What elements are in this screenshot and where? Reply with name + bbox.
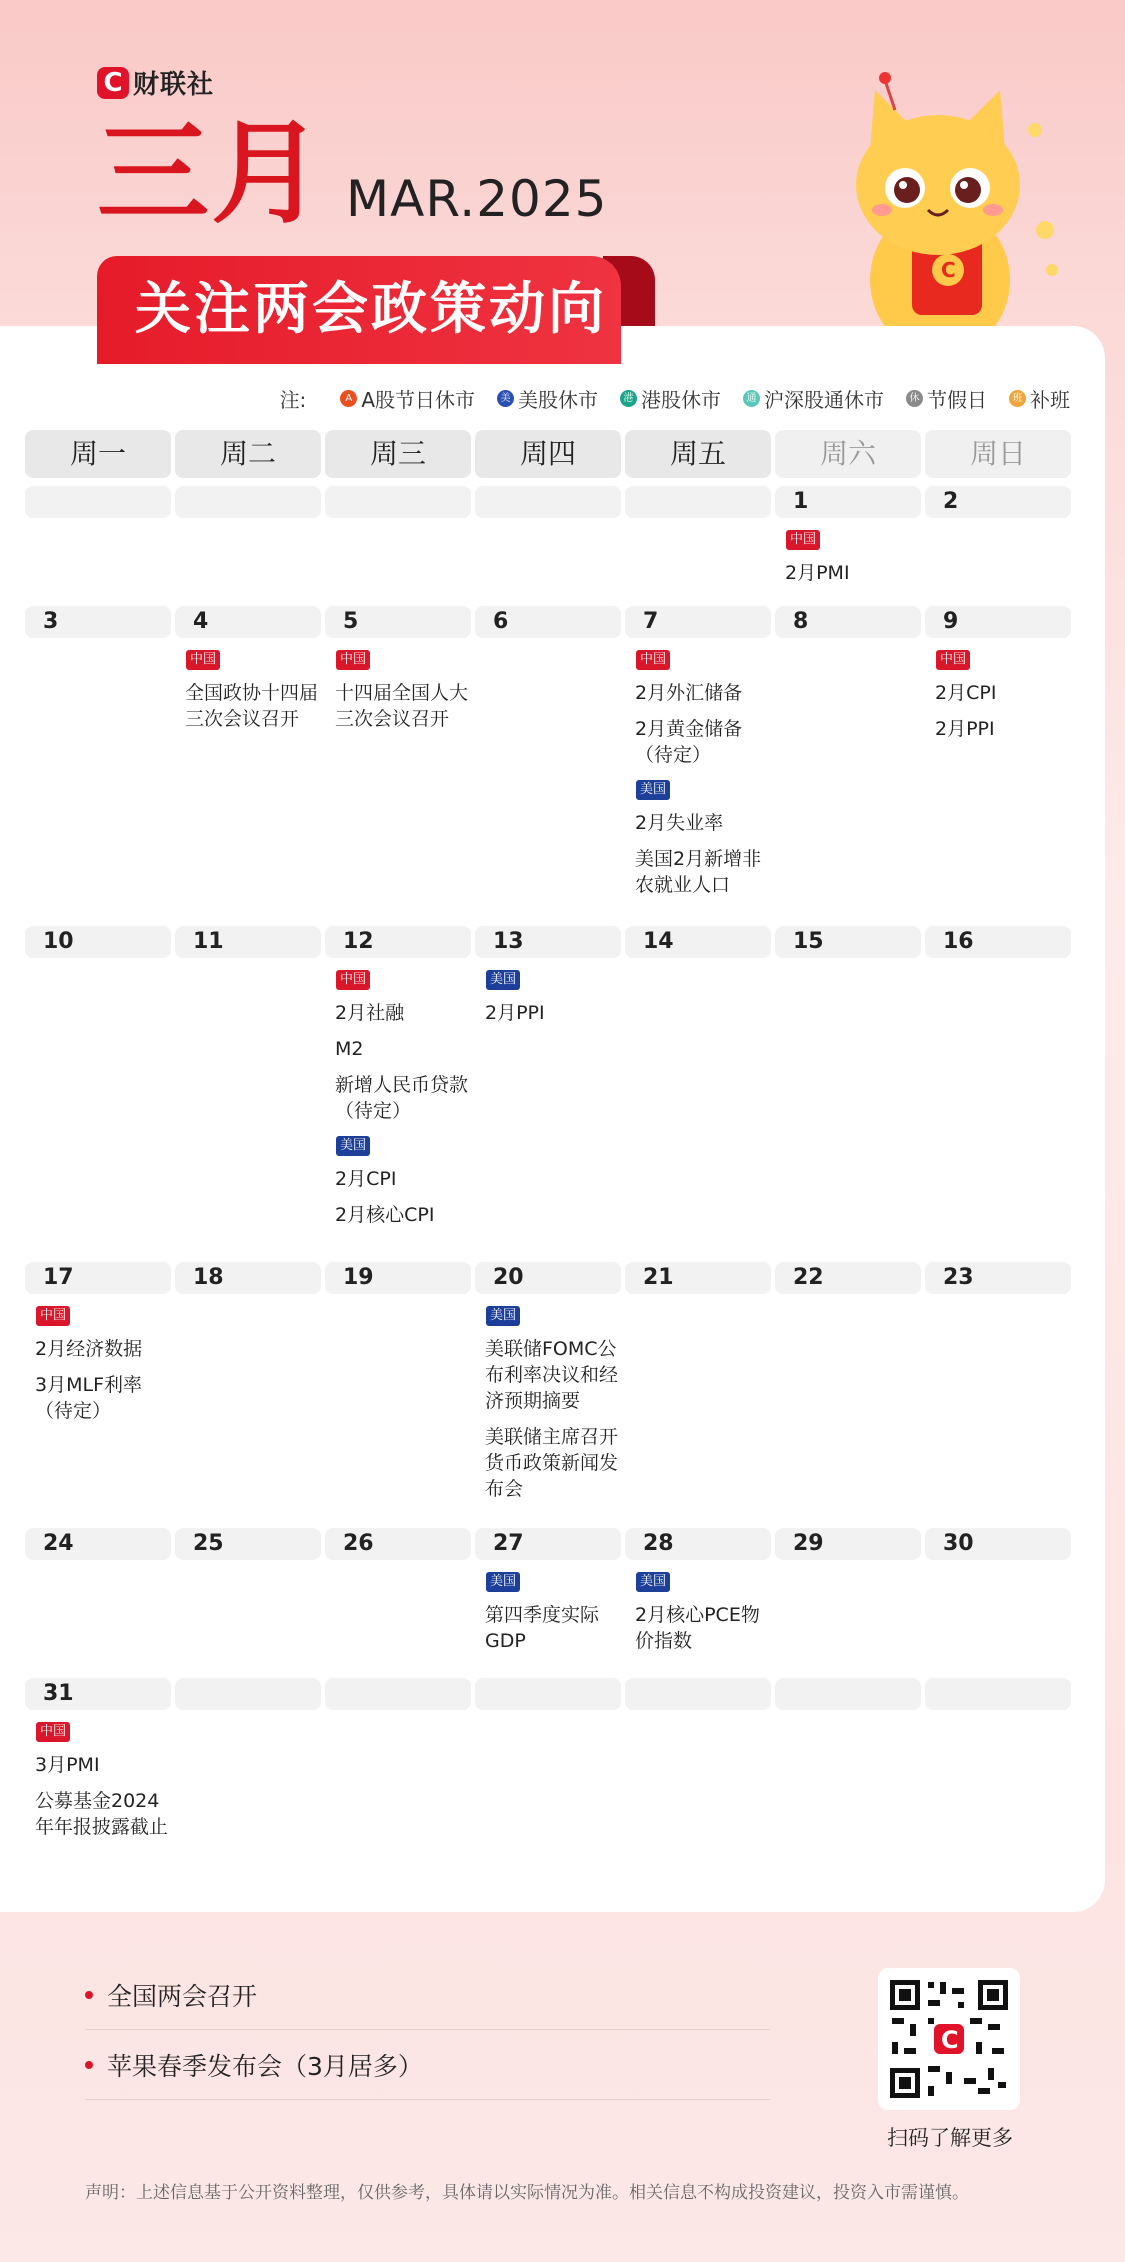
day-number: 28 xyxy=(625,1528,771,1560)
day-number xyxy=(325,486,471,518)
day-number: 21 xyxy=(625,1262,771,1294)
day-number: 5 xyxy=(325,606,471,638)
qr-code-icon xyxy=(888,1978,1010,2100)
event-item: 美国2月新增非农就业人口 xyxy=(635,848,762,896)
day-number: 2 xyxy=(925,486,1071,518)
day-number: 23 xyxy=(925,1262,1071,1294)
highlights-list xyxy=(85,1960,770,2100)
day-events xyxy=(475,958,621,1026)
calendar-day xyxy=(475,1262,621,1512)
day-events xyxy=(475,1294,621,1502)
calendar-day xyxy=(925,486,1071,596)
calendar-week xyxy=(25,1678,1071,1850)
weekday-mon: 周一 xyxy=(25,430,171,478)
day-number: 10 xyxy=(25,926,171,958)
weekday-sat: 周六 xyxy=(775,430,921,478)
region-tag-china: 中国 xyxy=(636,650,670,670)
day-number: 9 xyxy=(925,606,1071,638)
calendar-week xyxy=(25,1528,1071,1664)
event-item: 全国政协十四届三次会议召开 xyxy=(185,682,319,730)
day-events xyxy=(25,1294,171,1424)
day-number: 14 xyxy=(625,926,771,958)
event-item: 3月PMI xyxy=(35,1754,100,1776)
event-item: 十四届全国人大三次会议召开 xyxy=(335,682,469,730)
highlight-item xyxy=(85,2030,770,2100)
event-item: 3月MLF利率（待定） xyxy=(35,1374,142,1422)
region-tag-china: 中国 xyxy=(936,650,970,670)
day-number xyxy=(175,486,321,518)
day-events xyxy=(25,1710,171,1840)
region-tag-china: 中国 xyxy=(786,530,820,550)
region-tag-china: 中国 xyxy=(336,970,370,990)
calendar-day xyxy=(325,926,471,1238)
legend-label: 补班 xyxy=(1030,388,1070,412)
day-number: 8 xyxy=(775,606,921,638)
qr-caption: 扫码了解更多 xyxy=(887,2126,1013,2150)
calendar-day xyxy=(25,486,171,596)
logo-text: 财联社 xyxy=(133,70,215,100)
event-item: 公募基金2024年年报披露截止 xyxy=(35,1790,169,1838)
legend-item-holiday xyxy=(906,384,987,413)
region-tag-us: 美国 xyxy=(336,1136,370,1156)
day-number xyxy=(775,1678,921,1710)
legend-label: 港股休市 xyxy=(641,388,721,412)
calendar-day xyxy=(775,486,921,596)
region-tag-china: 中国 xyxy=(186,650,220,670)
weekday-sun: 周日 xyxy=(925,430,1071,478)
day-number xyxy=(475,1678,621,1710)
event-item: 2月核心CPI xyxy=(335,1204,435,1226)
connect-closed-icon: 通 xyxy=(743,390,760,407)
event-item: 新增人民币贷款（待定） xyxy=(335,1074,469,1122)
calendar-day xyxy=(175,606,321,908)
day-number: 27 xyxy=(475,1528,621,1560)
calendar-day xyxy=(25,606,171,908)
calendar-day xyxy=(325,1262,471,1512)
day-number xyxy=(925,1678,1071,1710)
day-number: 24 xyxy=(25,1528,171,1560)
day-number: 11 xyxy=(175,926,321,958)
day-number: 19 xyxy=(325,1262,471,1294)
calendar-day xyxy=(325,1678,471,1850)
day-events xyxy=(175,638,321,732)
legend-label: 美股休市 xyxy=(518,388,598,412)
month-english: MAR.2025 xyxy=(346,170,608,228)
calendar-day xyxy=(925,926,1071,1238)
day-number: 30 xyxy=(925,1528,1071,1560)
highlight-item xyxy=(85,1960,770,2030)
day-number: 13 xyxy=(475,926,621,958)
event-item: M2 xyxy=(335,1038,364,1060)
event-item: 2月PPI xyxy=(485,1002,545,1024)
month-title: 三月 xyxy=(97,108,325,239)
mascot-cat-icon xyxy=(820,70,1070,370)
day-number: 17 xyxy=(25,1262,171,1294)
event-item: 2月CPI xyxy=(935,682,997,704)
weekday-tue: 周二 xyxy=(175,430,321,478)
legend-item-connect xyxy=(743,384,884,413)
event-item: 2月外汇储备 xyxy=(635,682,743,704)
day-events xyxy=(475,1560,621,1654)
day-number: 31 xyxy=(25,1678,171,1710)
legend-label: 节假日 xyxy=(927,388,987,412)
bullet-dot-icon xyxy=(85,2061,93,2069)
calendar-week xyxy=(25,1262,1071,1512)
brand-logo xyxy=(97,64,214,101)
day-number xyxy=(475,486,621,518)
day-number: 1 xyxy=(775,486,921,518)
event-item: 2月PPI xyxy=(935,718,995,740)
region-tag-china: 中国 xyxy=(336,650,370,670)
region-tag-china: 中国 xyxy=(36,1722,70,1742)
calendar-day xyxy=(925,606,1071,908)
day-events xyxy=(775,518,921,586)
calendar-day xyxy=(25,1262,171,1512)
calendar-day xyxy=(475,486,621,596)
disclaimer: 声明：上述信息基于公开资料整理，仅供参考，具体请以实际情况为准。相关信息不构成投资建议，投资入市需谨慎。 xyxy=(85,2183,969,2203)
calendar-day xyxy=(475,1528,621,1664)
calendar-day xyxy=(175,486,321,596)
calendar-day xyxy=(175,1262,321,1512)
logo-mark: C xyxy=(97,67,129,99)
us-closed-icon: 美 xyxy=(497,390,514,407)
day-number: 20 xyxy=(475,1262,621,1294)
weekday-thu: 周四 xyxy=(475,430,621,478)
calendar-day xyxy=(25,1678,171,1850)
day-number: 29 xyxy=(775,1528,921,1560)
makeup-workday-icon: 班 xyxy=(1009,390,1026,407)
legend-label: A股节日休市 xyxy=(361,388,475,412)
legend xyxy=(280,384,1070,413)
day-number xyxy=(325,1678,471,1710)
day-number xyxy=(175,1678,321,1710)
calendar-day xyxy=(775,1262,921,1512)
calendar-day xyxy=(325,1528,471,1664)
weekday-fri: 周五 xyxy=(625,430,771,478)
region-tag-us: 美国 xyxy=(486,1572,520,1592)
day-number xyxy=(625,1678,771,1710)
event-item: 2月CPI xyxy=(335,1168,397,1190)
day-number: 22 xyxy=(775,1262,921,1294)
day-events xyxy=(325,958,471,1228)
day-events xyxy=(325,638,471,732)
hk-closed-icon: 港 xyxy=(620,390,637,407)
legend-label: 沪深股通休市 xyxy=(764,388,884,412)
calendar-day xyxy=(625,1678,771,1850)
event-item: 美联储主席召开货币政策新闻发布会 xyxy=(485,1426,619,1500)
calendar-day xyxy=(25,926,171,1238)
day-events xyxy=(925,638,1071,742)
svg-text:C: C xyxy=(941,258,956,282)
day-number: 16 xyxy=(925,926,1071,958)
calendar-week xyxy=(25,926,1071,1238)
event-item: 2月核心PCE物价指数 xyxy=(635,1604,760,1652)
calendar-day xyxy=(625,926,771,1238)
calendar-day xyxy=(625,1262,771,1512)
region-tag-us: 美国 xyxy=(486,1306,520,1326)
day-number: 18 xyxy=(175,1262,321,1294)
day-number: 25 xyxy=(175,1528,321,1560)
highlight-text: 苹果春季发布会（3月居多） xyxy=(107,2051,423,2081)
event-item: 2月经济数据 xyxy=(35,1338,143,1360)
calendar-day xyxy=(175,926,321,1238)
calendar-day xyxy=(775,606,921,908)
day-number xyxy=(625,486,771,518)
day-number: 12 xyxy=(325,926,471,958)
calendar-day xyxy=(925,1528,1071,1664)
event-item: 美联储FOMC公布利率决议和经济预期摘要 xyxy=(485,1338,619,1412)
holiday-icon: 休 xyxy=(906,390,923,407)
day-number: 7 xyxy=(625,606,771,638)
calendar-day xyxy=(325,606,471,908)
event-item: 第四季度实际GDP xyxy=(485,1604,600,1652)
calendar-day xyxy=(475,606,621,908)
region-tag-us: 美国 xyxy=(636,780,670,800)
weekday-header xyxy=(25,430,1071,478)
event-item: 2月PMI xyxy=(785,562,850,584)
calendar-day xyxy=(775,1678,921,1850)
bullet-dot-icon xyxy=(85,1991,93,1999)
region-tag-us: 美国 xyxy=(636,1572,670,1592)
calendar-day xyxy=(475,1678,621,1850)
calendar-day xyxy=(475,926,621,1238)
day-number: 6 xyxy=(475,606,621,638)
headline-banner: 关注两会政策动向 xyxy=(97,256,621,364)
region-tag-china: 中国 xyxy=(36,1306,70,1326)
legend-item-makeup xyxy=(1009,384,1070,413)
calendar-day xyxy=(925,1678,1071,1850)
calendar-day xyxy=(175,1528,321,1664)
weekday-wed: 周三 xyxy=(325,430,471,478)
qr-logo-mark: C xyxy=(941,2026,959,2054)
calendar-day xyxy=(775,1528,921,1664)
calendar-day xyxy=(625,486,771,596)
event-item: 2月失业率 xyxy=(635,812,724,834)
event-item: 2月黄金储备（待定） xyxy=(635,718,743,766)
day-number: 3 xyxy=(25,606,171,638)
legend-item-us xyxy=(497,384,598,413)
day-number xyxy=(25,486,171,518)
day-events xyxy=(625,638,771,898)
legend-title: 注: xyxy=(279,388,307,412)
region-tag-us: 美国 xyxy=(486,970,520,990)
calendar-day xyxy=(625,606,771,908)
calendar-day xyxy=(325,486,471,596)
day-number: 15 xyxy=(775,926,921,958)
calendar-day xyxy=(175,1678,321,1850)
calendar-day xyxy=(925,1262,1071,1512)
a-share-closed-icon: A xyxy=(340,390,357,407)
event-item: 2月社融 xyxy=(335,1002,405,1024)
calendar-day xyxy=(625,1528,771,1664)
legend-item-a-share xyxy=(340,384,475,413)
day-number: 4 xyxy=(175,606,321,638)
day-number: 26 xyxy=(325,1528,471,1560)
calendar-day xyxy=(775,926,921,1238)
calendar-week xyxy=(25,486,1071,596)
calendar-day xyxy=(25,1528,171,1664)
calendar-week xyxy=(25,606,1071,908)
day-events xyxy=(625,1560,771,1654)
highlight-text: 全国两会召开 xyxy=(107,1981,258,2011)
qr-code[interactable] xyxy=(878,1968,1020,2110)
legend-item-hk xyxy=(620,384,721,413)
